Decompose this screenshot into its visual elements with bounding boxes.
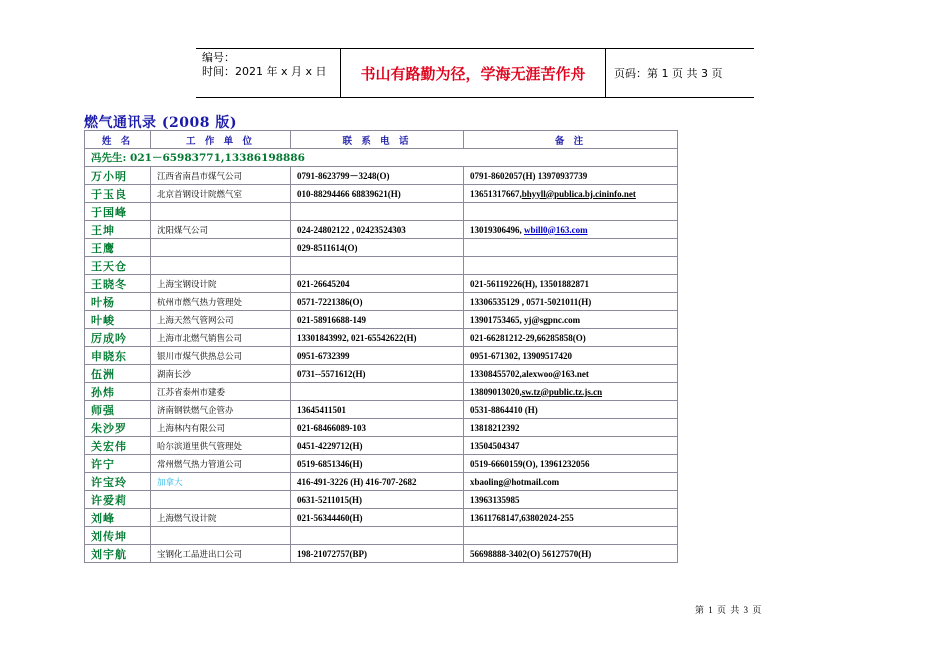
contact-work: 哈尔滨道里供气管理处 — [151, 437, 291, 455]
contact-name: 王坤 — [85, 221, 151, 239]
contact-phone: 0791-8623799－3248(O) — [291, 167, 464, 185]
note-text: 0791-8602057(H) 13970937739 — [470, 170, 588, 181]
contact-name: 王天仓 — [85, 257, 151, 275]
note-text: 13809013020, — [470, 386, 522, 397]
contact-phone: 198-21072757(BP) — [291, 545, 464, 563]
contact-phone: 021-26645204 — [291, 275, 464, 293]
contact-work: 江苏省泰州市建委 — [151, 383, 291, 401]
table-row — [85, 455, 678, 473]
contact-work — [151, 239, 291, 257]
contact-name: 孙炜 — [85, 383, 151, 401]
contact-note — [464, 311, 678, 329]
table-row — [85, 401, 678, 419]
table-header-row — [85, 131, 678, 149]
note-text: 0519-6660159(O), 13961232056 — [470, 458, 590, 469]
contact-phone: 0951-6732399 — [291, 347, 464, 365]
note-text: 13019306496, — [470, 224, 524, 235]
email-link[interactable]: wbill0@163.com — [524, 224, 588, 235]
note-text: 13611768147,63802024-255 — [470, 512, 574, 523]
note-email: bhyyll@publica.bj.cininfo.net — [521, 188, 636, 199]
contact-note — [464, 509, 678, 527]
table-row — [85, 473, 678, 491]
contact-name: 关宏伟 — [85, 437, 151, 455]
contact-name: 伍洲 — [85, 365, 151, 383]
page-header — [196, 48, 754, 98]
contact-phone: 029-8511614(O) — [291, 239, 464, 257]
contact-note — [464, 257, 678, 275]
note-text: 13901753465, yj@sgpnc.com — [470, 314, 581, 325]
contact-work: 上海宝钢设计院 — [151, 275, 291, 293]
contact-name: 叶杨 — [85, 293, 151, 311]
contact-name: 厉成吟 — [85, 329, 151, 347]
contact-work: 济南钢铁燃气企管办 — [151, 401, 291, 419]
table-row — [85, 509, 678, 527]
contact-note — [464, 185, 678, 203]
contact-name: 许宝玲 — [85, 473, 151, 491]
number-label: 编号： — [202, 51, 235, 64]
contact-work: 银川市煤气供热总公司 — [151, 347, 291, 365]
contact-name: 于玉良 — [85, 185, 151, 203]
contact-phone: 0571-7221386(O) — [291, 293, 464, 311]
contact-name: 申晓东 — [85, 347, 151, 365]
header-note: 备 注 — [464, 131, 678, 149]
contact-note — [464, 275, 678, 293]
contact-phone: 13645411501 — [291, 401, 464, 419]
table-row — [85, 545, 678, 563]
table-row — [85, 365, 678, 383]
header-phone: 联 系 电 话 — [291, 131, 464, 149]
contact-note — [464, 293, 678, 311]
contact-phone: 0519-6851346(H) — [291, 455, 464, 473]
table-row — [85, 257, 678, 275]
table-row — [85, 491, 678, 509]
contact-phone — [291, 203, 464, 221]
table-row — [85, 311, 678, 329]
contact-work: 上海燃气设计院 — [151, 509, 291, 527]
header-name: 姓 名 — [85, 131, 151, 149]
contact-name: 刘峰 — [85, 509, 151, 527]
document-title: 燃气通讯录 (2008 版) — [84, 115, 237, 131]
contact-work: 上海天然气管网公司 — [151, 311, 291, 329]
contact-phone: 416-491-3226 (H) 416-707-2682 — [291, 473, 464, 491]
contact-name: 万小明 — [85, 167, 151, 185]
contact-work: 常州燃气热力管道公司 — [151, 455, 291, 473]
contact-phone: 0631-5211015(H) — [291, 491, 464, 509]
contact-note — [464, 239, 678, 257]
contact-name: 叶峻 — [85, 311, 151, 329]
table-row — [85, 167, 678, 185]
contact-work: 上海林内有限公司 — [151, 419, 291, 437]
contact-name: 刘宇航 — [85, 545, 151, 563]
contact-work: 北京首钢设计院燃气室 — [151, 185, 291, 203]
table-row — [85, 203, 678, 221]
contact-note — [464, 491, 678, 509]
contact-work: 江西省南昌市煤气公司 — [151, 167, 291, 185]
contact-note — [464, 401, 678, 419]
contact-phone: 0451-4229712(H) — [291, 437, 464, 455]
table-row — [85, 275, 678, 293]
contact-note — [464, 473, 678, 491]
contact-table — [84, 130, 678, 563]
featured-row — [85, 149, 678, 167]
contact-work: 杭州市燃气热力管理处 — [151, 293, 291, 311]
note-email: sw.tz@public.tz.js.cn — [521, 386, 603, 397]
contact-phone: 010-88294466 68839621(H) — [291, 185, 464, 203]
note-text: 13818212392 — [470, 422, 520, 433]
note-text: 0531-8864410 (H) — [470, 404, 538, 415]
contact-work: 沈阳煤气公司 — [151, 221, 291, 239]
contact-work: 加拿大 — [151, 473, 291, 491]
table-row — [85, 347, 678, 365]
table-row — [85, 527, 678, 545]
note-text: 021-56119226(H), 13501882871 — [470, 278, 589, 289]
header-meta — [196, 49, 340, 97]
table-row — [85, 185, 678, 203]
contact-phone — [291, 257, 464, 275]
contact-name: 于国峰 — [85, 203, 151, 221]
contact-name: 王鹰 — [85, 239, 151, 257]
contact-name: 刘传坤 — [85, 527, 151, 545]
contact-work: 湖南长沙 — [151, 365, 291, 383]
table-row — [85, 419, 678, 437]
note-text: 13963135985 — [470, 494, 520, 505]
contact-note — [464, 221, 678, 239]
table-row — [85, 383, 678, 401]
note-text: 56698888-3402(O) 56127570(H) — [470, 548, 592, 559]
contact-note — [464, 365, 678, 383]
header-motto: 书山有路勤为径，学海无涯苦作舟 — [340, 49, 606, 97]
contact-phone — [291, 527, 464, 545]
contact-work: 宝钢化工品进出口公司 — [151, 545, 291, 563]
header-work: 工 作 单 位 — [151, 131, 291, 149]
contact-note — [464, 545, 678, 563]
featured-contact: 冯先生: 021－65983771,13386198886 — [85, 149, 678, 167]
contact-phone: 0731--5571612(H) — [291, 365, 464, 383]
contact-phone — [291, 383, 464, 401]
note-text: 021-66281212-29,66285858(O) — [470, 332, 586, 343]
contact-name: 师强 — [85, 401, 151, 419]
contact-name: 朱沙罗 — [85, 419, 151, 437]
table-row — [85, 239, 678, 257]
time-label: 时间：2021 年 x 月 x 日 — [202, 65, 327, 78]
contact-note — [464, 527, 678, 545]
contact-work — [151, 527, 291, 545]
contact-phone: 021-56344460(H) — [291, 509, 464, 527]
note-text: xbaoling@hotmail.com — [470, 476, 560, 487]
note-text: 13306535129 , 0571-5021011(H) — [470, 296, 592, 307]
table-row — [85, 293, 678, 311]
contact-note — [464, 455, 678, 473]
contact-note — [464, 203, 678, 221]
contact-note — [464, 437, 678, 455]
contact-phone: 13301843992, 021-65542622(H) — [291, 329, 464, 347]
contact-note — [464, 383, 678, 401]
note-text: 13504504347 — [470, 440, 520, 451]
table-row — [85, 437, 678, 455]
contact-name: 许爱莉 — [85, 491, 151, 509]
contact-note — [464, 167, 678, 185]
contact-note — [464, 329, 678, 347]
note-text: 13651317667, — [470, 188, 522, 199]
table-row — [85, 329, 678, 347]
contact-phone: 021-58916688-149 — [291, 311, 464, 329]
contact-work — [151, 257, 291, 275]
note-text: 0951-671302, 13909517420 — [470, 350, 572, 361]
page-footer: 第 1 页 共 3 页 — [695, 605, 763, 615]
contact-name: 许宁 — [85, 455, 151, 473]
contact-note — [464, 419, 678, 437]
contact-note — [464, 347, 678, 365]
contact-work — [151, 491, 291, 509]
contact-name: 王晓冬 — [85, 275, 151, 293]
contact-work: 上海市北燃气销售公司 — [151, 329, 291, 347]
contact-phone: 021-68466089-103 — [291, 419, 464, 437]
note-text: 13308455702,alexwoo@163.net — [470, 368, 589, 379]
contact-phone: 024-24802122 , 02423524303 — [291, 221, 464, 239]
table-row — [85, 221, 678, 239]
header-page-label: 页码：第 1 页 共 3 页 — [614, 67, 723, 80]
contact-work — [151, 203, 291, 221]
